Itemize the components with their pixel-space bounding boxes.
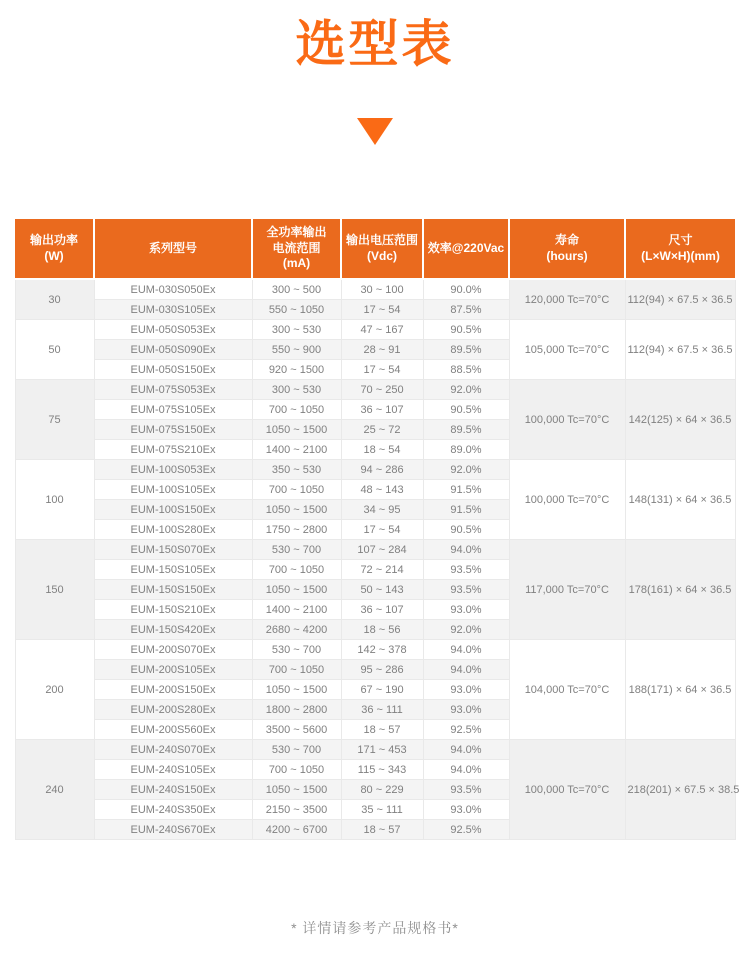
- model-cell: EUM-030S050Ex: [94, 279, 252, 300]
- model-cell: EUM-100S280Ex: [94, 520, 252, 540]
- voltage-cell: 171 ~ 453: [341, 740, 423, 760]
- voltage-cell: 18 ~ 57: [341, 820, 423, 840]
- efficiency-cell: 94.0%: [423, 540, 509, 560]
- model-cell: EUM-050S090Ex: [94, 340, 252, 360]
- dimensions-cell: 178(161) × 64 × 36.5: [625, 540, 735, 640]
- current-cell: 1050 ~ 1500: [252, 780, 341, 800]
- efficiency-cell: 89.0%: [423, 440, 509, 460]
- column-header-dimensions: 尺寸 (L×W×H)(mm): [625, 219, 735, 279]
- column-header-lifetime: 寿命 (hours): [509, 219, 625, 279]
- efficiency-cell: 92.0%: [423, 460, 509, 480]
- current-cell: 3500 ~ 5600: [252, 720, 341, 740]
- table-row: [15, 320, 735, 340]
- voltage-cell: 17 ~ 54: [341, 520, 423, 540]
- efficiency-cell: 93.0%: [423, 600, 509, 620]
- model-cell: EUM-075S210Ex: [94, 440, 252, 460]
- model-cell: EUM-240S105Ex: [94, 760, 252, 780]
- current-cell: 920 ~ 1500: [252, 360, 341, 380]
- efficiency-cell: 90.0%: [423, 279, 509, 300]
- efficiency-cell: 92.5%: [423, 820, 509, 840]
- efficiency-cell: 94.0%: [423, 760, 509, 780]
- voltage-cell: 17 ~ 54: [341, 360, 423, 380]
- efficiency-cell: 89.5%: [423, 420, 509, 440]
- voltage-cell: 50 ~ 143: [341, 580, 423, 600]
- dimensions-cell: 142(125) × 64 × 36.5: [625, 380, 735, 460]
- dimensions-cell: 112(94) × 67.5 × 36.5: [625, 279, 735, 320]
- selection-table: [15, 219, 740, 840]
- efficiency-cell: 93.5%: [423, 780, 509, 800]
- current-cell: 700 ~ 1050: [252, 400, 341, 420]
- current-cell: 530 ~ 700: [252, 640, 341, 660]
- voltage-cell: 30 ~ 100: [341, 279, 423, 300]
- current-cell: 550 ~ 900: [252, 340, 341, 360]
- power-cell: 50: [15, 320, 94, 380]
- model-cell: EUM-150S070Ex: [94, 540, 252, 560]
- current-cell: 530 ~ 700: [252, 740, 341, 760]
- power-cell: 75: [15, 380, 94, 460]
- efficiency-cell: 93.0%: [423, 800, 509, 820]
- table-row: [15, 279, 735, 300]
- dimensions-cell: 148(131) × 64 × 36.5: [625, 460, 735, 540]
- power-cell: 240: [15, 740, 94, 840]
- current-cell: 4200 ~ 6700: [252, 820, 341, 840]
- current-cell: 1750 ~ 2800: [252, 520, 341, 540]
- voltage-cell: 94 ~ 286: [341, 460, 423, 480]
- model-cell: EUM-050S053Ex: [94, 320, 252, 340]
- model-cell: EUM-200S105Ex: [94, 660, 252, 680]
- model-cell: EUM-075S150Ex: [94, 420, 252, 440]
- current-cell: 700 ~ 1050: [252, 760, 341, 780]
- voltage-cell: 47 ~ 167: [341, 320, 423, 340]
- lifetime-cell: 100,000 Tc=70°C: [509, 740, 625, 840]
- current-cell: 2680 ~ 4200: [252, 620, 341, 640]
- efficiency-cell: 92.0%: [423, 620, 509, 640]
- voltage-cell: 34 ~ 95: [341, 500, 423, 520]
- efficiency-cell: 93.0%: [423, 680, 509, 700]
- model-cell: EUM-240S150Ex: [94, 780, 252, 800]
- current-cell: 1800 ~ 2800: [252, 700, 341, 720]
- table-row: [15, 540, 735, 560]
- current-cell: 2150 ~ 3500: [252, 800, 341, 820]
- lifetime-cell: 120,000 Tc=70°C: [509, 279, 625, 320]
- voltage-cell: 72 ~ 214: [341, 560, 423, 580]
- model-cell: EUM-150S420Ex: [94, 620, 252, 640]
- efficiency-cell: 91.5%: [423, 480, 509, 500]
- dimensions-cell: 188(171) × 64 × 36.5: [625, 640, 735, 740]
- current-cell: 1400 ~ 2100: [252, 440, 341, 460]
- current-cell: 1050 ~ 1500: [252, 680, 341, 700]
- column-header-series-model: 系列型号: [94, 219, 252, 279]
- model-cell: EUM-240S070Ex: [94, 740, 252, 760]
- voltage-cell: 25 ~ 72: [341, 420, 423, 440]
- current-cell: 1050 ~ 1500: [252, 580, 341, 600]
- footnote: * 详情请参考产品规格书*: [291, 920, 459, 936]
- down-triangle-icon: [357, 118, 393, 145]
- efficiency-cell: 90.5%: [423, 520, 509, 540]
- model-cell: EUM-150S105Ex: [94, 560, 252, 580]
- efficiency-cell: 88.5%: [423, 360, 509, 380]
- power-cell: 150: [15, 540, 94, 640]
- voltage-cell: 17 ~ 54: [341, 300, 423, 320]
- model-cell: EUM-050S150Ex: [94, 360, 252, 380]
- lifetime-cell: 117,000 Tc=70°C: [509, 540, 625, 640]
- voltage-cell: 36 ~ 107: [341, 400, 423, 420]
- voltage-cell: 67 ~ 190: [341, 680, 423, 700]
- table-header-row: [15, 219, 735, 279]
- voltage-cell: 18 ~ 54: [341, 440, 423, 460]
- efficiency-cell: 90.5%: [423, 400, 509, 420]
- model-cell: EUM-100S150Ex: [94, 500, 252, 520]
- efficiency-cell: 93.0%: [423, 700, 509, 720]
- current-cell: 300 ~ 530: [252, 380, 341, 400]
- current-cell: 1050 ~ 1500: [252, 500, 341, 520]
- power-cell: 200: [15, 640, 94, 740]
- current-cell: 300 ~ 500: [252, 279, 341, 300]
- efficiency-cell: 93.5%: [423, 560, 509, 580]
- model-cell: EUM-030S105Ex: [94, 300, 252, 320]
- efficiency-cell: 93.5%: [423, 580, 509, 600]
- current-cell: 700 ~ 1050: [252, 560, 341, 580]
- voltage-cell: 18 ~ 56: [341, 620, 423, 640]
- table-header: [15, 219, 735, 279]
- voltage-cell: 115 ~ 343: [341, 760, 423, 780]
- model-cell: EUM-200S560Ex: [94, 720, 252, 740]
- dimensions-cell: 112(94) × 67.5 × 36.5: [625, 320, 735, 380]
- efficiency-cell: 92.0%: [423, 380, 509, 400]
- model-cell: EUM-240S670Ex: [94, 820, 252, 840]
- model-cell: EUM-200S280Ex: [94, 700, 252, 720]
- voltage-cell: 95 ~ 286: [341, 660, 423, 680]
- column-header-efficiency: 效率@220Vac: [423, 219, 509, 279]
- voltage-cell: 35 ~ 111: [341, 800, 423, 820]
- lifetime-cell: 100,000 Tc=70°C: [509, 380, 625, 460]
- model-cell: EUM-075S105Ex: [94, 400, 252, 420]
- current-cell: 1400 ~ 2100: [252, 600, 341, 620]
- voltage-cell: 80 ~ 229: [341, 780, 423, 800]
- lifetime-cell: 104,000 Tc=70°C: [509, 640, 625, 740]
- model-cell: EUM-240S350Ex: [94, 800, 252, 820]
- model-cell: EUM-200S150Ex: [94, 680, 252, 700]
- current-cell: 1050 ~ 1500: [252, 420, 341, 440]
- efficiency-cell: 94.0%: [423, 660, 509, 680]
- efficiency-cell: 94.0%: [423, 640, 509, 660]
- current-cell: 550 ~ 1050: [252, 300, 341, 320]
- model-cell: EUM-075S053Ex: [94, 380, 252, 400]
- model-cell: EUM-150S210Ex: [94, 600, 252, 620]
- model-cell: EUM-100S053Ex: [94, 460, 252, 480]
- current-cell: 700 ~ 1050: [252, 660, 341, 680]
- voltage-cell: 107 ~ 284: [341, 540, 423, 560]
- table-row: [15, 740, 735, 760]
- lifetime-cell: 100,000 Tc=70°C: [509, 460, 625, 540]
- table-row: [15, 460, 735, 480]
- dimensions-cell: 218(201) × 67.5 × 38.5: [625, 740, 735, 840]
- efficiency-cell: 89.5%: [423, 340, 509, 360]
- efficiency-cell: 90.5%: [423, 320, 509, 340]
- page-title: 选型表: [295, 16, 455, 72]
- model-cell: EUM-100S105Ex: [94, 480, 252, 500]
- current-cell: 530 ~ 700: [252, 540, 341, 560]
- voltage-cell: 18 ~ 57: [341, 720, 423, 740]
- column-header-output-power: 输出功率 (W): [15, 219, 94, 279]
- voltage-cell: 48 ~ 143: [341, 480, 423, 500]
- lifetime-cell: 105,000 Tc=70°C: [509, 320, 625, 380]
- voltage-cell: 36 ~ 107: [341, 600, 423, 620]
- table-row: [15, 640, 735, 660]
- table-body: [15, 279, 740, 840]
- efficiency-cell: 92.5%: [423, 720, 509, 740]
- model-cell: EUM-150S150Ex: [94, 580, 252, 600]
- power-cell: 30: [15, 279, 94, 320]
- efficiency-cell: 94.0%: [423, 740, 509, 760]
- column-header-voltage-range: 输出电压范围 (Vdc): [341, 219, 423, 279]
- voltage-cell: 36 ~ 111: [341, 700, 423, 720]
- model-cell: EUM-200S070Ex: [94, 640, 252, 660]
- efficiency-cell: 91.5%: [423, 500, 509, 520]
- voltage-cell: 142 ~ 378: [341, 640, 423, 660]
- voltage-cell: 28 ~ 91: [341, 340, 423, 360]
- current-cell: 700 ~ 1050: [252, 480, 341, 500]
- efficiency-cell: 87.5%: [423, 300, 509, 320]
- column-header-current-range: 全功率输出 电流范围 (mA): [252, 219, 341, 279]
- current-cell: 350 ~ 530: [252, 460, 341, 480]
- current-cell: 300 ~ 530: [252, 320, 341, 340]
- table-row: [15, 380, 735, 400]
- power-cell: 100: [15, 460, 94, 540]
- voltage-cell: 70 ~ 250: [341, 380, 423, 400]
